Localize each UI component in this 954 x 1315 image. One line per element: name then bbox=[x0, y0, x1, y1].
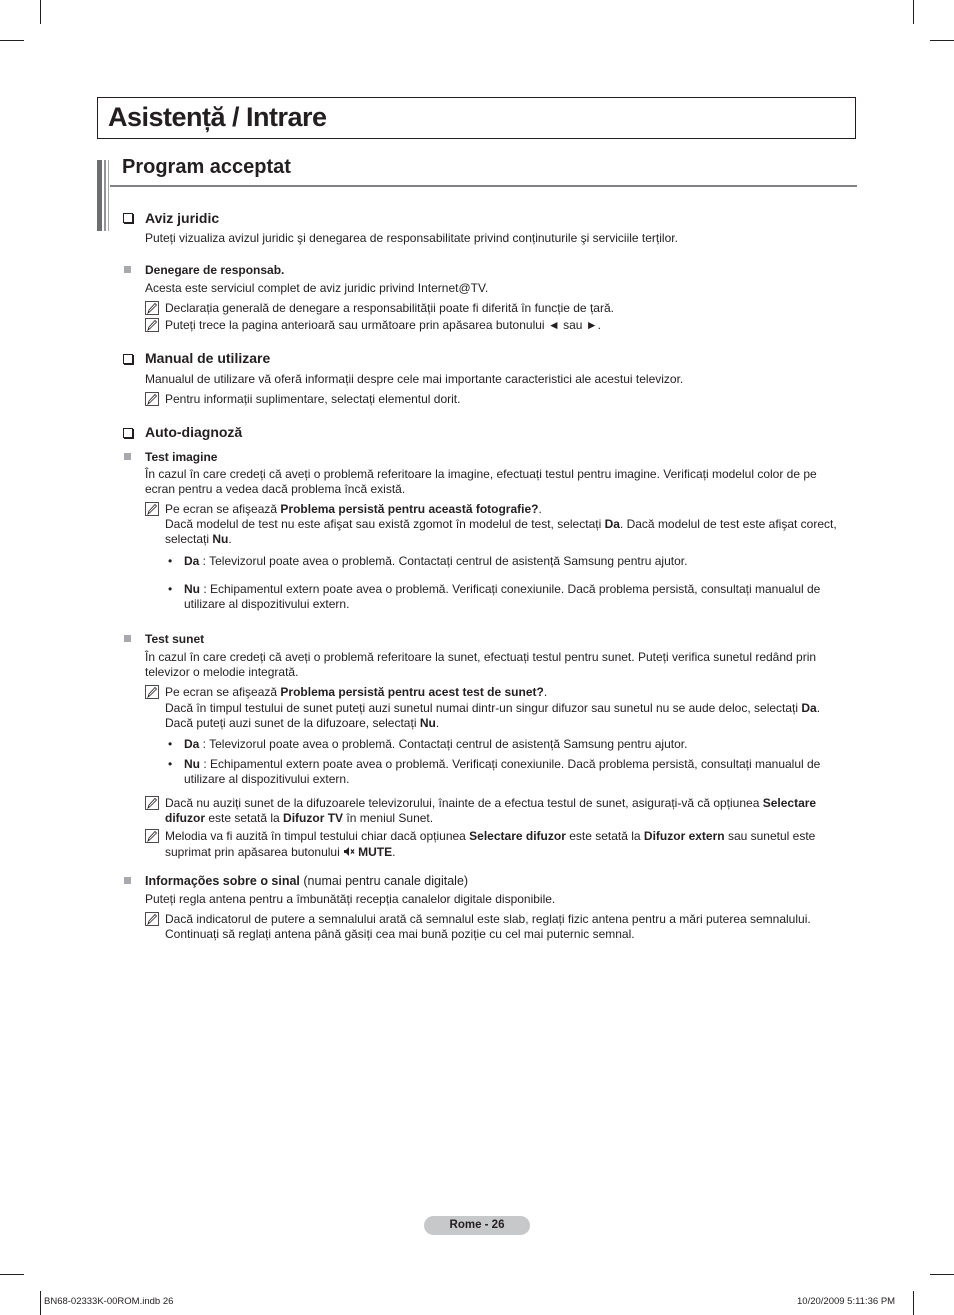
chapter-title-box bbox=[97, 97, 856, 139]
sub-heading-denegare: Denegare de responsab. bbox=[145, 263, 285, 277]
semnal-desc: Puteți regla antena pentru a îmbunătăți recepția canalelor digitale disponibile. bbox=[145, 892, 556, 906]
note-text: Pe ecran se afişează Problema persistă pentru acest test de sunet?. bbox=[165, 685, 548, 699]
bullet-text: utilizare al dispozitivului extern. bbox=[184, 597, 350, 611]
heading-auto-diagnoza: Auto-diagnoză bbox=[145, 424, 243, 440]
note-text: Melodia va fi auzită în timpul testului chiar dacă opțiunea Selectare difuzor este setată la Difuzor extern sau sunetul este bbox=[165, 829, 816, 843]
imprint-date: 10/20/2009 5:11:36 PM bbox=[797, 1296, 896, 1307]
bullet-text: Da : Televizorul poate avea o problemă. Contactați centrul de asistență Samsung pentru ajutor. bbox=[184, 737, 688, 751]
note-text: Dacă în timpul testului de sunet puteți auzi sunetul numai dintr-un singur difuzor sau sunetul nu se aude deloc, selectați Da. bbox=[165, 701, 821, 715]
bullet-dot: • bbox=[168, 757, 173, 771]
note-pencil-icon bbox=[145, 796, 159, 810]
note-text: Dacă puteți auzi sunet de la difuzoare, selectați Nu. bbox=[165, 716, 440, 730]
bullet-text: Nu : Echipamentul extern poate avea o problemă. Verificați conexiunile. Dacă problema persistă, consultați manualul de bbox=[184, 582, 821, 596]
note-pencil-icon bbox=[145, 829, 159, 843]
gray-square-icon bbox=[124, 877, 131, 884]
crop-mark bbox=[0, 40, 24, 41]
note-text: Pe ecran se afişează Problema persistă pentru această fotografie?. bbox=[165, 502, 542, 516]
sub-heading-test-sunet: Test sunet bbox=[145, 632, 205, 646]
note-pencil-icon bbox=[145, 912, 159, 926]
gray-square-icon bbox=[124, 453, 131, 460]
test-sunet-desc: În cazul în care credeți că aveți o problemă referitoare la sunet, efectuați testul pentru sunet. Puteți verifica sunetul redând prin bbox=[145, 650, 817, 664]
gray-square-icon bbox=[124, 635, 131, 642]
bullet-dot: • bbox=[168, 737, 173, 751]
note-text: Pentru informații suplimentare, selectați elementul dorit. bbox=[165, 392, 461, 406]
note-text: difuzor este setată la Difuzor TV în meniul Sunet. bbox=[165, 811, 434, 825]
test-sunet-desc: televizor o melodie integrată. bbox=[145, 665, 299, 679]
crop-mark bbox=[913, 0, 914, 24]
section-rule bbox=[110, 185, 857, 187]
note-text: Continuați să reglați antena până găsiți cea mai bună poziție cu cel mai puternic semnal. bbox=[165, 927, 635, 941]
note-pencil-icon bbox=[145, 685, 159, 699]
manual-desc: Manualul de utilizare vă oferă informații despre cele mai importante caracteristici ale acestui televizor. bbox=[145, 372, 684, 386]
crop-mark bbox=[40, 1291, 41, 1315]
note-pencil-icon bbox=[145, 502, 159, 516]
gray-square-icon bbox=[124, 266, 131, 273]
test-imagine-desc: În cazul în care credeți că aveți o problemă referitoare la imagine, efectuați testul pentru imagine. Verificați modelul color de pe bbox=[145, 467, 817, 481]
mute-speaker-icon bbox=[343, 846, 355, 857]
note-pencil-icon bbox=[145, 392, 159, 406]
crop-mark bbox=[0, 1274, 24, 1275]
bullet-text: Nu : Echipamentul extern poate avea o problemă. Verificați conexiunile. Dacă problema persistă, consultați manualul de bbox=[184, 757, 821, 771]
heading-manual: Manual de utilizare bbox=[145, 350, 271, 366]
note-text: suprimat prin apăsarea butonului MUTE. bbox=[165, 845, 396, 859]
section-title: Program acceptat bbox=[122, 156, 291, 178]
note-pencil-icon bbox=[145, 318, 159, 332]
bullet-text: Da : Televizorul poate avea o problemă. Contactați centrul de asistență Samsung pentru ajutor. bbox=[184, 554, 688, 568]
aviz-desc: Puteți vizualiza avizul juridic şi denegarea de responsabilitate privind conținuturile şi serviciile terților. bbox=[145, 231, 678, 245]
sub-heading-semnal: Informações sobre o sinal (numai pentru canale digitale) bbox=[145, 874, 469, 888]
crop-mark bbox=[930, 40, 954, 41]
page-number-badge: Rome - 26 bbox=[424, 1216, 530, 1235]
note-text: Declarația generală de denegare a responsabilității poate fi diferită în funcție de țară. bbox=[165, 301, 614, 315]
denegare-desc: Acesta este serviciul complet de aviz juridic privind Internet@TV. bbox=[145, 281, 489, 295]
heading-aviz-juridic: Aviz juridic bbox=[145, 210, 220, 226]
crop-mark bbox=[40, 0, 41, 24]
checkbox-square-icon bbox=[123, 354, 133, 364]
sub-heading-test-imagine: Test imagine bbox=[145, 450, 218, 464]
chapter-title: Asistență / Intrare bbox=[108, 102, 327, 132]
test-imagine-desc: ecran pentru a vedea dacă problema încă există. bbox=[145, 482, 406, 496]
note-text: Dacă nu auziți sunet de la difuzoarele televizorului, înainte de a efectua testul de sunet, asigurați-vă că opțiunea Selectare bbox=[165, 796, 817, 810]
bullet-text: utilizare al dispozitivului extern. bbox=[184, 772, 350, 786]
crop-mark bbox=[930, 1274, 954, 1275]
imprint-file: BN68-02333K-00ROM.indb 26 bbox=[44, 1296, 174, 1307]
note-pencil-icon bbox=[145, 301, 159, 315]
note-text: Puteți trece la pagina anterioară sau următoare prin apăsarea butonului ◄ sau ►. bbox=[165, 318, 602, 332]
checkbox-square-icon bbox=[123, 213, 133, 223]
bullet-dot: • bbox=[168, 582, 173, 596]
note-text: Dacă indicatorul de putere a semnalului arată că semnalul este slab, reglați fizic antena pentru a mări puterea semnalului. bbox=[165, 912, 811, 926]
note-text: Dacă modelul de test nu este afişat sau există zgomot în modelul de test, selectați Da. Dacă modelul de test este afişat corect, bbox=[165, 517, 837, 531]
note-text: selectați Nu. bbox=[165, 532, 232, 546]
checkbox-square-icon bbox=[123, 428, 133, 438]
bullet-dot: • bbox=[168, 554, 173, 568]
crop-mark bbox=[913, 1291, 914, 1315]
